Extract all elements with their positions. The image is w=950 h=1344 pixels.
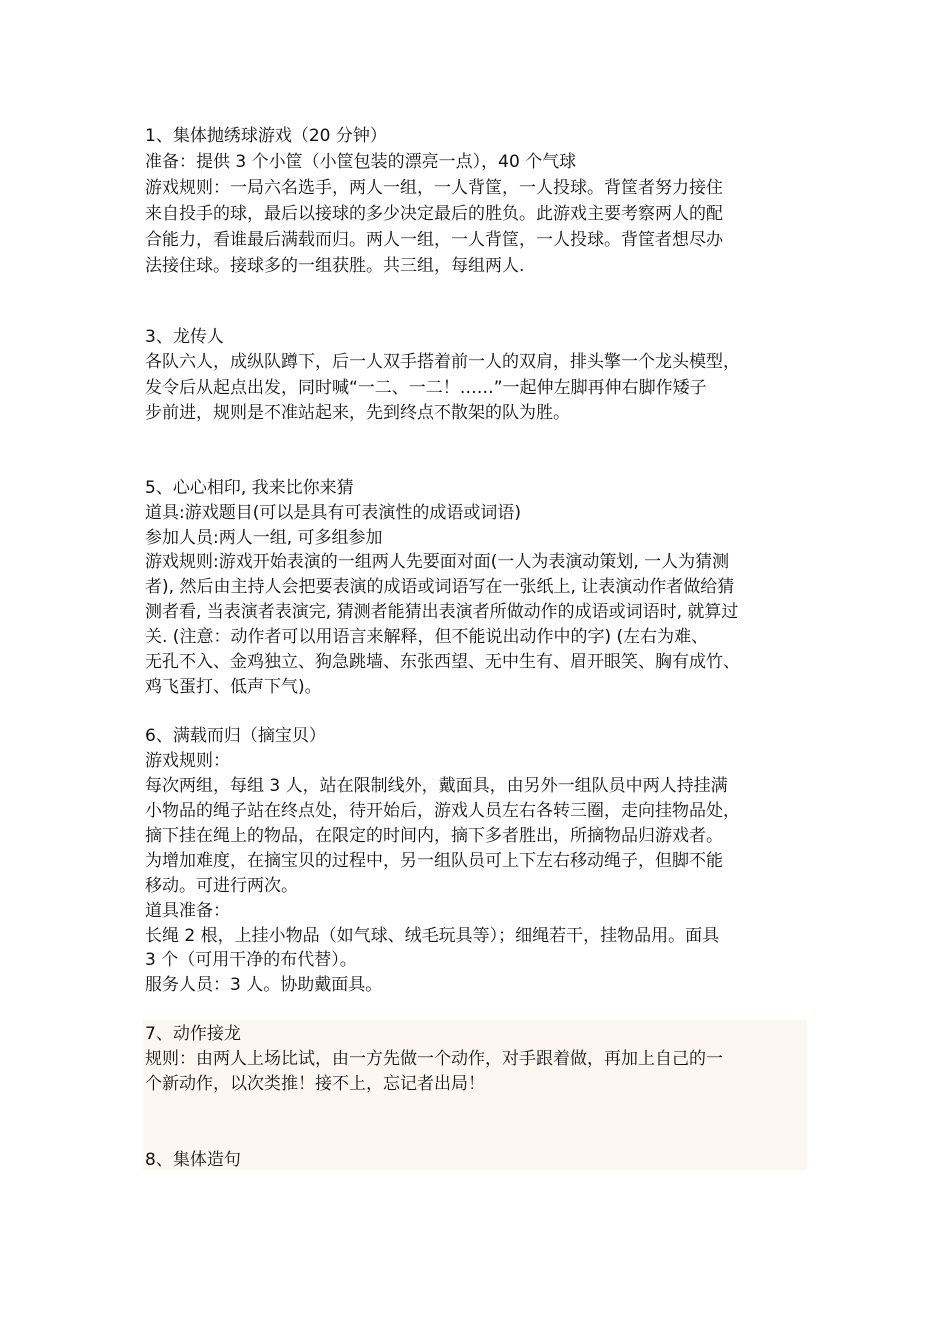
section-6-line: 每次两组，每组 3 人，站在限制线外，戴面具，由另外一组队员中两人持挂满 xyxy=(145,776,728,796)
section-3-line: 步前进，规则是不准站起来，先到终点不散架的队为胜。 xyxy=(145,403,570,423)
section-5-line: 测者看, 当表演者表演完, 猜测者能猜出表演者所做动作的成语或词语时, 就算过 xyxy=(145,602,739,622)
section-6-line: 道具准备： xyxy=(145,901,230,921)
section-5-line: 无孔不入、金鸡独立、狗急跳墙、东张西望、无中生有、眉开眼笑、胸有成竹、 xyxy=(145,652,740,672)
section-6-line: 小物品的绳子站在终点处，待开始后，游戏人员左右各转三圈，走向挂物品处， xyxy=(145,801,740,821)
section-7-title: 7、动作接龙 xyxy=(145,1024,241,1044)
section-5-line: 游戏规则:游戏开始表演的一组两人先要面对面(一人为表演动策划, 一人为猜测 xyxy=(145,552,730,572)
section-5-line: 道具:游戏题目(可以是具有可表演性的成语或词语) xyxy=(145,503,521,523)
section-5-line: 鸡飞蛋打、低声下气)。 xyxy=(145,677,322,697)
section-8-title: 8、集体造句 xyxy=(145,1150,241,1170)
section-5-line: 参加人员:两人一组, 可多组参加 xyxy=(145,528,383,548)
section-6-line: 摘下挂在绳上的物品，在限定的时间内，摘下多者胜出，所摘物品归游戏者。 xyxy=(145,826,723,846)
section-3-title: 3、龙传人 xyxy=(145,327,224,347)
section-7-line: 规则：由两人上场比试，由一方先做一个动作，对手跟着做，再加上自己的一 xyxy=(145,1049,723,1069)
section-6-line: 服务人员：3 人。协助戴面具。 xyxy=(145,975,383,995)
section-3-line: 各队六人，成纵队蹲下，后一人双手搭着前一人的双肩，排头擎一个龙头模型， xyxy=(145,352,740,372)
section-5-title: 5、心心相印, 我来比你来猜 xyxy=(145,478,354,498)
section-6-line: 为增加难度，在摘宝贝的过程中，另一组队员可上下左右移动绳子，但脚不能 xyxy=(145,851,723,871)
section-6-line: 长绳 2 根，上挂小物品（如气球、绒毛玩具等）；细绳若干，挂物品用。面具 xyxy=(145,926,720,946)
section-5-line: 者), 然后由主持人会把要表演的成语或词语写在一张纸上, 让表演动作者做给猜 xyxy=(145,577,735,597)
section-1-title: 1、集体抛绣球游戏（20 分钟） xyxy=(145,126,387,146)
section-3-line: 发令后从起点出发，同时喊“一二、一二！……”一起伸左脚再伸右脚作矮子 xyxy=(145,378,707,398)
section-6-line: 3 个（可用干净的布代替）。 xyxy=(145,950,357,970)
section-5-line: 关. (注意：动作者可以用语言来解释，但不能说出动作中的字) (左右为难、 xyxy=(145,627,709,647)
section-1-line: 游戏规则：一局六名选手，两人一组，一人背筐，一人投球。背筐者努力接住 xyxy=(145,178,723,198)
section-6-title: 6、满载而归（摘宝贝） xyxy=(145,726,326,746)
section-1-line: 来自投手的球，最后以接球的多少决定最后的胜负。此游戏主要考察两人的配 xyxy=(145,204,723,224)
section-1-line: 合能力，看谁最后满载而归。两人一组，一人背筐，一人投球。背筐者想尽办 xyxy=(145,230,723,250)
section-1-line: 准备：提供 3 个小筐（小筐包装的漂亮一点），40 个气球 xyxy=(145,152,577,172)
section-1-line: 法接住球。接球多的一组获胜。共三组，每组两人. xyxy=(145,256,525,276)
section-6-line: 游戏规则： xyxy=(145,751,230,771)
section-6-line: 移动。可进行两次。 xyxy=(145,876,298,896)
section-7-line: 个新动作，以次类推！接不上，忘记者出局！ xyxy=(145,1074,485,1094)
